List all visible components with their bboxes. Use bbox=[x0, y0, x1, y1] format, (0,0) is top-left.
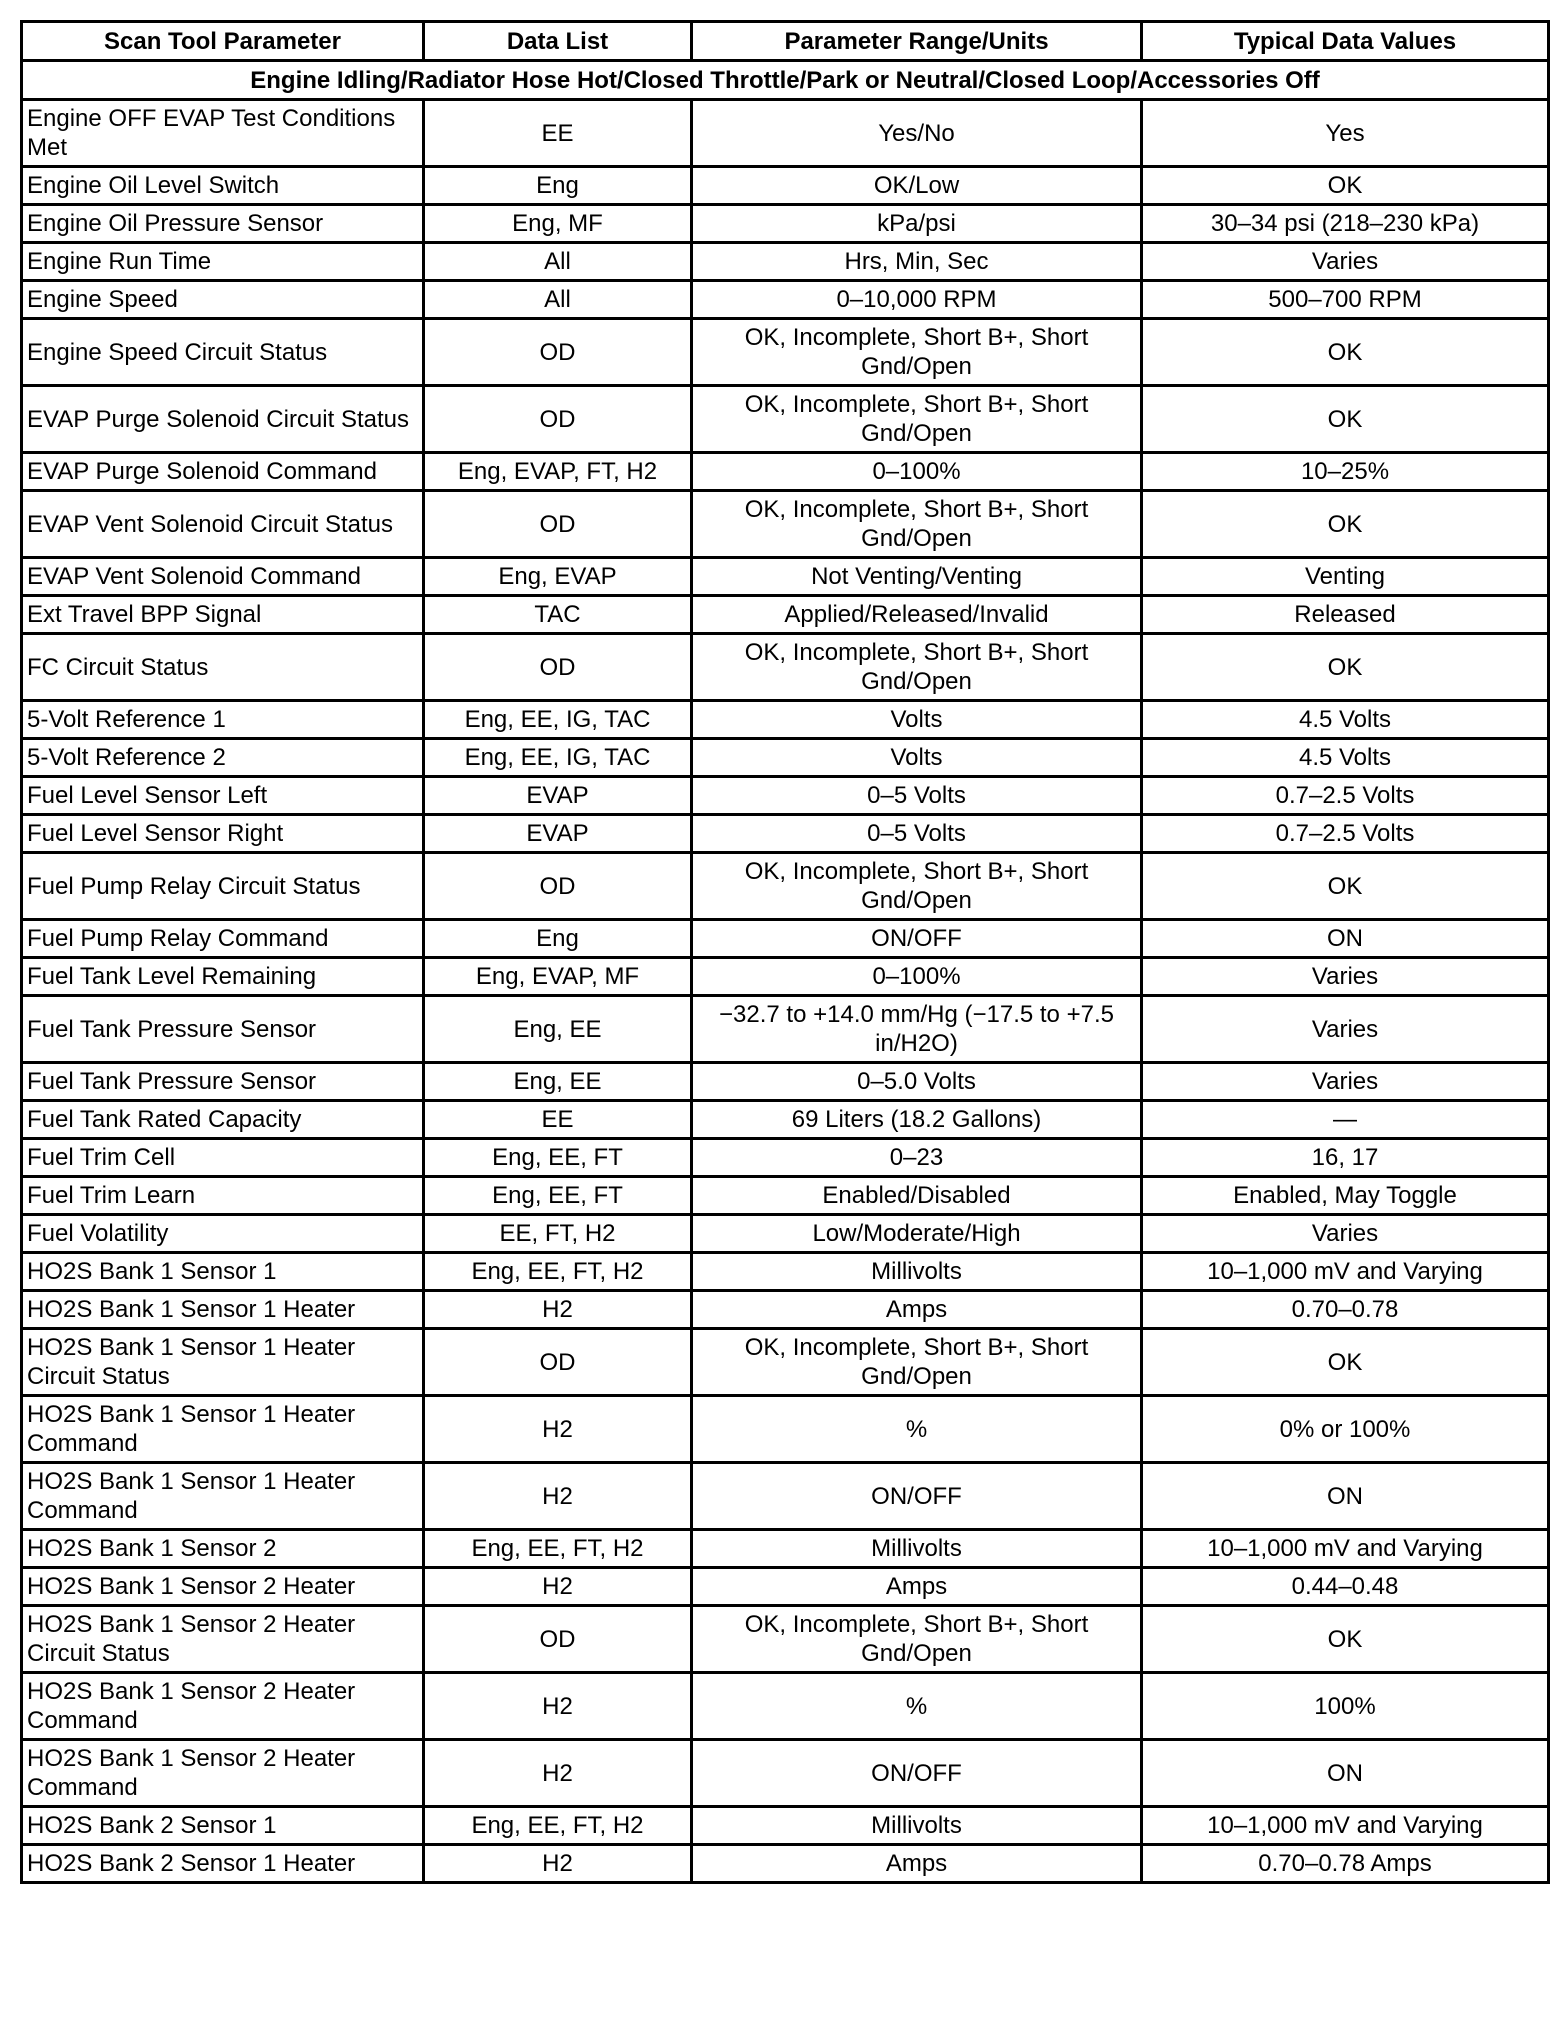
cell-scan-tool-parameter: Fuel Trim Learn bbox=[22, 1177, 424, 1215]
cell-scan-tool-parameter: HO2S Bank 1 Sensor 1 Heater Circuit Status bbox=[22, 1329, 424, 1396]
cell-typical-data-values: OK bbox=[1142, 319, 1549, 386]
cell-data-list: Eng, EE bbox=[424, 996, 692, 1063]
cell-parameter-range-units: 0–10,000 RPM bbox=[692, 281, 1142, 319]
cell-parameter-range-units: −32.7 to +14.0 mm/Hg (−17.5 to +7.5 in/H2O) bbox=[692, 996, 1142, 1063]
cell-parameter-range-units: OK, Incomplete, Short B+, Short Gnd/Open bbox=[692, 1606, 1142, 1673]
cell-scan-tool-parameter: Ext Travel BPP Signal bbox=[22, 596, 424, 634]
cell-parameter-range-units: 0–100% bbox=[692, 958, 1142, 996]
cell-typical-data-values: Enabled, May Toggle bbox=[1142, 1177, 1549, 1215]
cell-parameter-range-units: Low/Moderate/High bbox=[692, 1215, 1142, 1253]
cell-scan-tool-parameter: Engine Oil Pressure Sensor bbox=[22, 205, 424, 243]
cell-data-list: EE bbox=[424, 1101, 692, 1139]
cell-scan-tool-parameter: Fuel Tank Pressure Sensor bbox=[22, 996, 424, 1063]
table-row bbox=[22, 1063, 1549, 1101]
table-row bbox=[22, 1568, 1549, 1606]
cell-typical-data-values: 4.5 Volts bbox=[1142, 739, 1549, 777]
cell-parameter-range-units: Amps bbox=[692, 1291, 1142, 1329]
cell-parameter-range-units: Volts bbox=[692, 701, 1142, 739]
cell-parameter-range-units: Volts bbox=[692, 739, 1142, 777]
cell-scan-tool-parameter: Fuel Tank Pressure Sensor bbox=[22, 1063, 424, 1101]
cell-parameter-range-units: OK/Low bbox=[692, 167, 1142, 205]
cell-scan-tool-parameter: Fuel Level Sensor Right bbox=[22, 815, 424, 853]
table-row bbox=[22, 281, 1549, 319]
cell-scan-tool-parameter: Fuel Level Sensor Left bbox=[22, 777, 424, 815]
cell-data-list: Eng, EE, FT bbox=[424, 1177, 692, 1215]
cell-data-list: OD bbox=[424, 491, 692, 558]
cell-scan-tool-parameter: HO2S Bank 1 Sensor 2 Heater Command bbox=[22, 1673, 424, 1740]
cell-scan-tool-parameter: HO2S Bank 1 Sensor 1 bbox=[22, 1253, 424, 1291]
cell-data-list: Eng, EE, IG, TAC bbox=[424, 701, 692, 739]
cell-data-list: Eng, EE, FT, H2 bbox=[424, 1253, 692, 1291]
table-row bbox=[22, 1215, 1549, 1253]
cell-typical-data-values: 100% bbox=[1142, 1673, 1549, 1740]
cell-parameter-range-units: OK, Incomplete, Short B+, Short Gnd/Open bbox=[692, 319, 1142, 386]
cell-scan-tool-parameter: EVAP Vent Solenoid Command bbox=[22, 558, 424, 596]
cell-scan-tool-parameter: Engine Speed Circuit Status bbox=[22, 319, 424, 386]
cell-parameter-range-units: 0–100% bbox=[692, 453, 1142, 491]
table-row bbox=[22, 1177, 1549, 1215]
cell-scan-tool-parameter: HO2S Bank 1 Sensor 1 Heater bbox=[22, 1291, 424, 1329]
cell-data-list: Eng, EVAP, MF bbox=[424, 958, 692, 996]
cell-typical-data-values: Yes bbox=[1142, 100, 1549, 167]
cell-data-list: Eng, MF bbox=[424, 205, 692, 243]
cell-data-list: OD bbox=[424, 1606, 692, 1673]
cell-parameter-range-units: Not Venting/Venting bbox=[692, 558, 1142, 596]
table-row bbox=[22, 596, 1549, 634]
table-row bbox=[22, 777, 1549, 815]
cell-scan-tool-parameter: HO2S Bank 1 Sensor 1 Heater Command bbox=[22, 1396, 424, 1463]
table-row bbox=[22, 1253, 1549, 1291]
section-title: Engine Idling/Radiator Hose Hot/Closed Throttle/Park or Neutral/Closed Loop/Accessories Off bbox=[22, 61, 1549, 100]
cell-typical-data-values: 10–1,000 mV and Varying bbox=[1142, 1807, 1549, 1845]
cell-typical-data-values: 10–1,000 mV and Varying bbox=[1142, 1530, 1549, 1568]
cell-data-list: H2 bbox=[424, 1673, 692, 1740]
cell-scan-tool-parameter: HO2S Bank 1 Sensor 1 Heater Command bbox=[22, 1463, 424, 1530]
cell-scan-tool-parameter: Fuel Volatility bbox=[22, 1215, 424, 1253]
cell-parameter-range-units: Applied/Released/Invalid bbox=[692, 596, 1142, 634]
table-row bbox=[22, 958, 1549, 996]
cell-parameter-range-units: 69 Liters (18.2 Gallons) bbox=[692, 1101, 1142, 1139]
cell-parameter-range-units: OK, Incomplete, Short B+, Short Gnd/Open bbox=[692, 634, 1142, 701]
cell-scan-tool-parameter: EVAP Purge Solenoid Circuit Status bbox=[22, 386, 424, 453]
cell-data-list: All bbox=[424, 281, 692, 319]
cell-typical-data-values: OK bbox=[1142, 1329, 1549, 1396]
scan-tool-data-table bbox=[20, 20, 1550, 1884]
cell-parameter-range-units: Millivolts bbox=[692, 1253, 1142, 1291]
cell-data-list: Eng bbox=[424, 920, 692, 958]
cell-data-list: H2 bbox=[424, 1463, 692, 1530]
cell-typical-data-values: Venting bbox=[1142, 558, 1549, 596]
column-header-scan-tool-parameter: Scan Tool Parameter bbox=[22, 22, 424, 61]
table-row bbox=[22, 1396, 1549, 1463]
cell-parameter-range-units: 0–23 bbox=[692, 1139, 1142, 1177]
cell-scan-tool-parameter: Fuel Tank Level Remaining bbox=[22, 958, 424, 996]
cell-parameter-range-units: Hrs, Min, Sec bbox=[692, 243, 1142, 281]
column-header-data-list: Data List bbox=[424, 22, 692, 61]
cell-typical-data-values: 4.5 Volts bbox=[1142, 701, 1549, 739]
table-row bbox=[22, 1845, 1549, 1883]
cell-typical-data-values: 500–700 RPM bbox=[1142, 281, 1549, 319]
cell-data-list: Eng, EVAP bbox=[424, 558, 692, 596]
table-row bbox=[22, 815, 1549, 853]
cell-scan-tool-parameter: HO2S Bank 1 Sensor 2 Heater Command bbox=[22, 1740, 424, 1807]
table-row bbox=[22, 319, 1549, 386]
section-header-row bbox=[22, 61, 1549, 100]
table-row bbox=[22, 243, 1549, 281]
cell-typical-data-values: Varies bbox=[1142, 1063, 1549, 1101]
cell-data-list: H2 bbox=[424, 1845, 692, 1883]
table-row bbox=[22, 1673, 1549, 1740]
table-row bbox=[22, 920, 1549, 958]
cell-typical-data-values: OK bbox=[1142, 167, 1549, 205]
cell-parameter-range-units: OK, Incomplete, Short B+, Short Gnd/Open bbox=[692, 386, 1142, 453]
cell-parameter-range-units: OK, Incomplete, Short B+, Short Gnd/Open bbox=[692, 1329, 1142, 1396]
cell-data-list: H2 bbox=[424, 1396, 692, 1463]
table-row bbox=[22, 558, 1549, 596]
cell-data-list: OD bbox=[424, 386, 692, 453]
cell-scan-tool-parameter: HO2S Bank 1 Sensor 2 Heater bbox=[22, 1568, 424, 1606]
table-row bbox=[22, 100, 1549, 167]
table-row bbox=[22, 996, 1549, 1063]
cell-data-list: EE bbox=[424, 100, 692, 167]
cell-typical-data-values: 16, 17 bbox=[1142, 1139, 1549, 1177]
table-row bbox=[22, 853, 1549, 920]
cell-scan-tool-parameter: 5-Volt Reference 2 bbox=[22, 739, 424, 777]
table-row bbox=[22, 386, 1549, 453]
cell-parameter-range-units: ON/OFF bbox=[692, 920, 1142, 958]
cell-data-list: H2 bbox=[424, 1291, 692, 1329]
cell-typical-data-values: OK bbox=[1142, 386, 1549, 453]
cell-data-list: Eng, EE, FT, H2 bbox=[424, 1807, 692, 1845]
cell-typical-data-values: Varies bbox=[1142, 958, 1549, 996]
cell-data-list: Eng, EE, FT bbox=[424, 1139, 692, 1177]
cell-parameter-range-units: Amps bbox=[692, 1568, 1142, 1606]
cell-data-list: Eng, EE, FT, H2 bbox=[424, 1530, 692, 1568]
table-row bbox=[22, 1329, 1549, 1396]
cell-typical-data-values: Varies bbox=[1142, 1215, 1549, 1253]
table-row bbox=[22, 453, 1549, 491]
cell-typical-data-values: ON bbox=[1142, 1740, 1549, 1807]
cell-typical-data-values: — bbox=[1142, 1101, 1549, 1139]
cell-typical-data-values: 0.70–0.78 Amps bbox=[1142, 1845, 1549, 1883]
table-row bbox=[22, 205, 1549, 243]
table-row bbox=[22, 491, 1549, 558]
table-row bbox=[22, 701, 1549, 739]
cell-data-list: H2 bbox=[424, 1740, 692, 1807]
cell-typical-data-values: 10–1,000 mV and Varying bbox=[1142, 1253, 1549, 1291]
cell-scan-tool-parameter: Fuel Pump Relay Command bbox=[22, 920, 424, 958]
cell-parameter-range-units: OK, Incomplete, Short B+, Short Gnd/Open bbox=[692, 491, 1142, 558]
cell-typical-data-values: OK bbox=[1142, 1606, 1549, 1673]
cell-typical-data-values: OK bbox=[1142, 634, 1549, 701]
cell-data-list: Eng, EVAP, FT, H2 bbox=[424, 453, 692, 491]
table-row bbox=[22, 634, 1549, 701]
table-row bbox=[22, 1139, 1549, 1177]
cell-parameter-range-units: % bbox=[692, 1673, 1142, 1740]
table-row bbox=[22, 1101, 1549, 1139]
table-row bbox=[22, 1740, 1549, 1807]
cell-typical-data-values: 0.70–0.78 bbox=[1142, 1291, 1549, 1329]
cell-typical-data-values: ON bbox=[1142, 920, 1549, 958]
cell-scan-tool-parameter: Fuel Pump Relay Circuit Status bbox=[22, 853, 424, 920]
cell-scan-tool-parameter: Engine Oil Level Switch bbox=[22, 167, 424, 205]
cell-typical-data-values: OK bbox=[1142, 853, 1549, 920]
cell-scan-tool-parameter: Fuel Tank Rated Capacity bbox=[22, 1101, 424, 1139]
cell-scan-tool-parameter: Engine OFF EVAP Test Conditions Met bbox=[22, 100, 424, 167]
table-row bbox=[22, 1463, 1549, 1530]
cell-parameter-range-units: Yes/No bbox=[692, 100, 1142, 167]
cell-data-list: OD bbox=[424, 319, 692, 386]
cell-scan-tool-parameter: HO2S Bank 1 Sensor 2 Heater Circuit Status bbox=[22, 1606, 424, 1673]
cell-parameter-range-units: Amps bbox=[692, 1845, 1142, 1883]
document-page bbox=[20, 20, 1547, 1884]
cell-parameter-range-units: % bbox=[692, 1396, 1142, 1463]
cell-parameter-range-units: 0–5 Volts bbox=[692, 815, 1142, 853]
cell-data-list: H2 bbox=[424, 1568, 692, 1606]
cell-scan-tool-parameter: EVAP Purge Solenoid Command bbox=[22, 453, 424, 491]
cell-typical-data-values: 30–34 psi (218–230 kPa) bbox=[1142, 205, 1549, 243]
cell-data-list: OD bbox=[424, 634, 692, 701]
cell-parameter-range-units: Enabled/Disabled bbox=[692, 1177, 1142, 1215]
column-header-parameter-range-units: Parameter Range/Units bbox=[692, 22, 1142, 61]
table-row bbox=[22, 739, 1549, 777]
cell-scan-tool-parameter: EVAP Vent Solenoid Circuit Status bbox=[22, 491, 424, 558]
cell-typical-data-values: 0.7–2.5 Volts bbox=[1142, 777, 1549, 815]
table-row bbox=[22, 1606, 1549, 1673]
table-row bbox=[22, 1291, 1549, 1329]
cell-parameter-range-units: kPa/psi bbox=[692, 205, 1142, 243]
cell-data-list: All bbox=[424, 243, 692, 281]
cell-parameter-range-units: 0–5.0 Volts bbox=[692, 1063, 1142, 1101]
cell-scan-tool-parameter: HO2S Bank 2 Sensor 1 bbox=[22, 1807, 424, 1845]
cell-typical-data-values: Varies bbox=[1142, 243, 1549, 281]
cell-typical-data-values: Varies bbox=[1142, 996, 1549, 1063]
cell-scan-tool-parameter: Fuel Trim Cell bbox=[22, 1139, 424, 1177]
cell-parameter-range-units: Millivolts bbox=[692, 1530, 1142, 1568]
table-row bbox=[22, 167, 1549, 205]
cell-data-list: OD bbox=[424, 1329, 692, 1396]
cell-typical-data-values: 0.7–2.5 Volts bbox=[1142, 815, 1549, 853]
cell-data-list: Eng, EE, IG, TAC bbox=[424, 739, 692, 777]
cell-data-list: OD bbox=[424, 853, 692, 920]
table-header-row bbox=[22, 22, 1549, 61]
cell-data-list: EE, FT, H2 bbox=[424, 1215, 692, 1253]
cell-parameter-range-units: ON/OFF bbox=[692, 1740, 1142, 1807]
cell-parameter-range-units: OK, Incomplete, Short B+, Short Gnd/Open bbox=[692, 853, 1142, 920]
cell-scan-tool-parameter: FC Circuit Status bbox=[22, 634, 424, 701]
table-row bbox=[22, 1807, 1549, 1845]
cell-data-list: EVAP bbox=[424, 777, 692, 815]
cell-typical-data-values: 0% or 100% bbox=[1142, 1396, 1549, 1463]
cell-data-list: Eng bbox=[424, 167, 692, 205]
cell-scan-tool-parameter: 5-Volt Reference 1 bbox=[22, 701, 424, 739]
cell-data-list: EVAP bbox=[424, 815, 692, 853]
cell-scan-tool-parameter: Engine Speed bbox=[22, 281, 424, 319]
table-row bbox=[22, 1530, 1549, 1568]
cell-scan-tool-parameter: Engine Run Time bbox=[22, 243, 424, 281]
cell-parameter-range-units: Millivolts bbox=[692, 1807, 1142, 1845]
cell-scan-tool-parameter: HO2S Bank 1 Sensor 2 bbox=[22, 1530, 424, 1568]
cell-typical-data-values: Released bbox=[1142, 596, 1549, 634]
column-header-typical-data-values: Typical Data Values bbox=[1142, 22, 1549, 61]
cell-typical-data-values: 10–25% bbox=[1142, 453, 1549, 491]
cell-typical-data-values: 0.44–0.48 bbox=[1142, 1568, 1549, 1606]
cell-data-list: Eng, EE bbox=[424, 1063, 692, 1101]
cell-parameter-range-units: ON/OFF bbox=[692, 1463, 1142, 1530]
cell-typical-data-values: OK bbox=[1142, 491, 1549, 558]
cell-typical-data-values: ON bbox=[1142, 1463, 1549, 1530]
cell-data-list: TAC bbox=[424, 596, 692, 634]
cell-scan-tool-parameter: HO2S Bank 2 Sensor 1 Heater bbox=[22, 1845, 424, 1883]
cell-parameter-range-units: 0–5 Volts bbox=[692, 777, 1142, 815]
